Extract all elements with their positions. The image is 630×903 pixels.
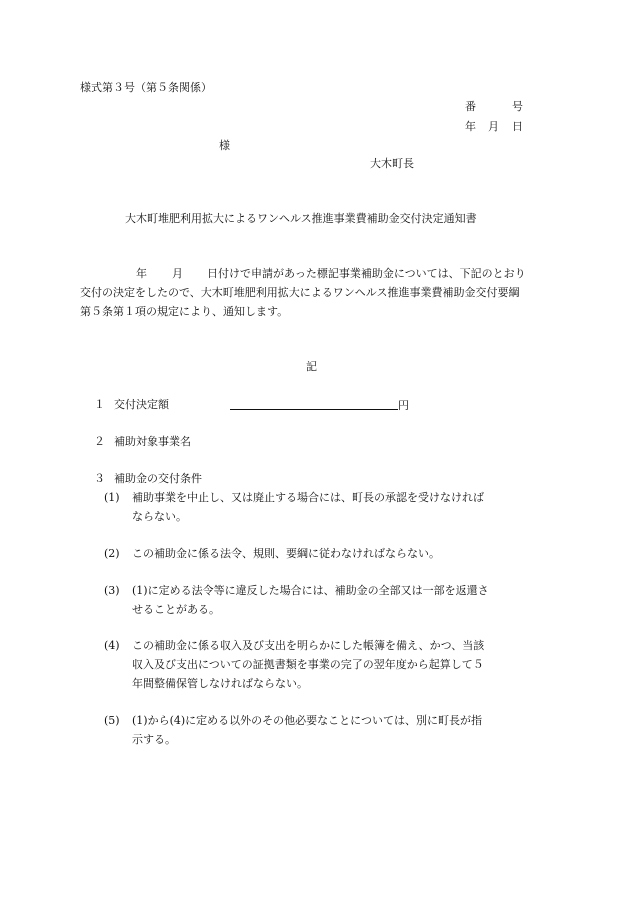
amount-blank-line <box>230 399 398 410</box>
condition-line: 示する。 <box>132 733 176 746</box>
number-suffix: 号 <box>512 100 523 113</box>
date-day: 日 <box>512 120 523 133</box>
condition-line: 収入及び支出についての証拠書類を事業の完了の翌年度から起算して５ <box>132 658 484 671</box>
addressee-suffix: 様 <box>219 139 230 152</box>
body-month: 月 <box>172 267 183 280</box>
item1-label: 交付決定額 <box>114 398 169 411</box>
body-line3: 第５条第１項の規定により、通知します。 <box>80 305 289 318</box>
condition-line: この補助金に係る法令、規則、要綱に従わなければならない。 <box>132 547 440 560</box>
date-year: 年 <box>465 120 476 133</box>
item3-label: 補助金の交付条件 <box>114 472 202 485</box>
amount-field <box>230 399 409 411</box>
condition-number: (2) <box>104 547 120 560</box>
condition-number: (5) <box>104 714 120 727</box>
condition-line: ならない。 <box>132 510 187 523</box>
condition-number: (1) <box>104 491 120 504</box>
issuer: 大木町長 <box>370 157 414 170</box>
item3-number: ３ <box>94 472 105 485</box>
date-month: 月 <box>488 120 499 133</box>
number-label: 番 <box>465 100 476 113</box>
condition-line: この補助金に係る収入及び支出を明らかにした帳簿を備え、かつ、当該 <box>132 639 485 652</box>
item1-number: １ <box>94 398 105 411</box>
condition-line: 補助事業を中止し、又は廃止する場合には、町長の承認を受けなければ <box>132 491 484 504</box>
document-title: 大木町堆肥利用拡大によるワンヘルス推進事業費補助金交付決定通知書 <box>125 212 477 225</box>
condition-line: せることがある。 <box>132 603 220 616</box>
condition-line: (1)から(4)に定める以外のその他必要なことについては、別に町長が指 <box>132 714 482 727</box>
condition-number: (3) <box>104 584 120 597</box>
form-number: 様式第３号（第５条関係） <box>80 81 212 94</box>
body-line1: 日付けで申請があった標記事業補助金については、下記のとおり <box>207 267 526 280</box>
condition-line: (1)に定める法令等に違反した場合には、補助金の全部又は一部を返還さ <box>132 584 489 597</box>
condition-number: (4) <box>104 639 120 652</box>
condition-line: 年間整備保管しなければならない。 <box>132 677 308 690</box>
ki-marker: 記 <box>306 360 317 373</box>
item2-label: 補助対象事業名 <box>114 435 191 448</box>
amount-unit: 円 <box>398 399 409 412</box>
item2-number: ２ <box>94 435 105 448</box>
body-year: 年 <box>136 267 147 280</box>
body-line2: 交付の決定をしたので、大木町堆肥利用拡大によるワンヘルス推進事業費補助金交付要綱 <box>80 286 520 299</box>
